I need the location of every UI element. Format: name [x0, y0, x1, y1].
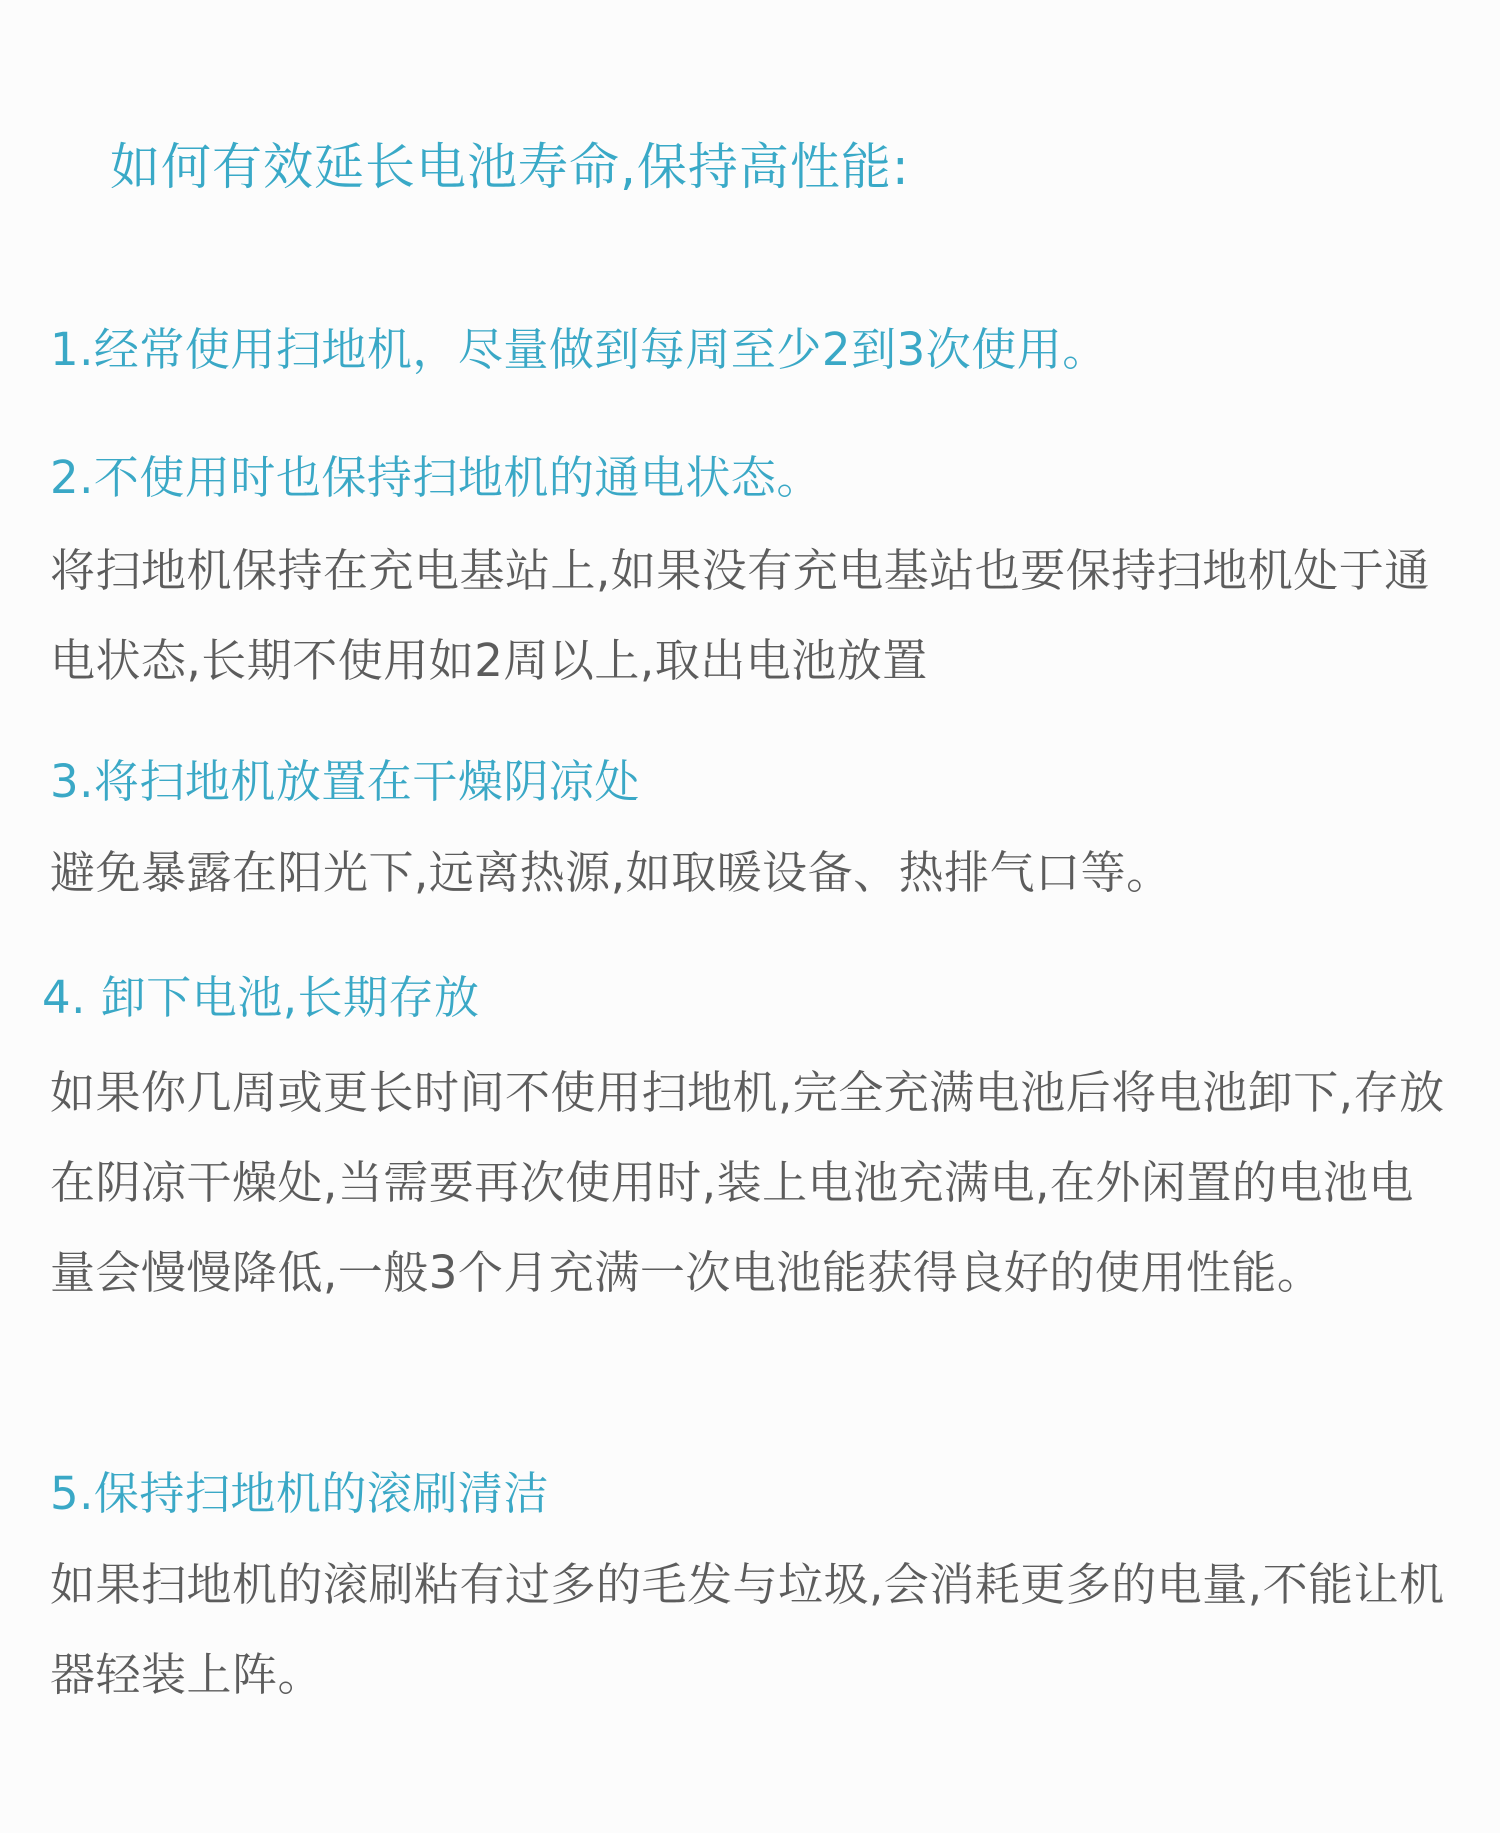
section-5-body: 如果扫地机的滚刷粘有过多的毛发与垃圾,会消耗更多的电量,不能让机器轻装上阵。	[50, 1558, 1445, 1701]
section-2-body: 将扫地机保持在充电基站上,如果没有充电基站也要保持扫地机处于通电状态,长期不使用如2周以上,取出电池放置	[50, 544, 1430, 687]
section-1-heading: 1.经常使用扫地机，尽量做到每周至少2到3次使用。	[50, 323, 1108, 376]
section-3-heading: 3.将扫地机放置在干燥阴凉处	[50, 755, 640, 808]
section-2-heading: 2.不使用时也保持扫地机的通电状态。	[50, 451, 822, 504]
section-3-body: 避免暴露在阳光下,远离热源,如取暖设备、热排气口等。	[50, 846, 1172, 899]
section-4-body: 如果你几周或更长时间不使用扫地机,完全充满电池后将电池卸下,存放在阴凉干燥处,当需要再次使用时,装上电池充满电,在外闲置的电池电量会慢慢降低,一般3个月充满一次电池能获得良好的使用性能。	[50, 1066, 1445, 1299]
section-4-heading: 4. 卸下电池,长期存放	[42, 971, 480, 1024]
page-title: 如何有效延长电池寿命,保持高性能:	[110, 138, 910, 196]
section-5-heading: 5.保持扫地机的滚刷清洁	[50, 1467, 549, 1520]
